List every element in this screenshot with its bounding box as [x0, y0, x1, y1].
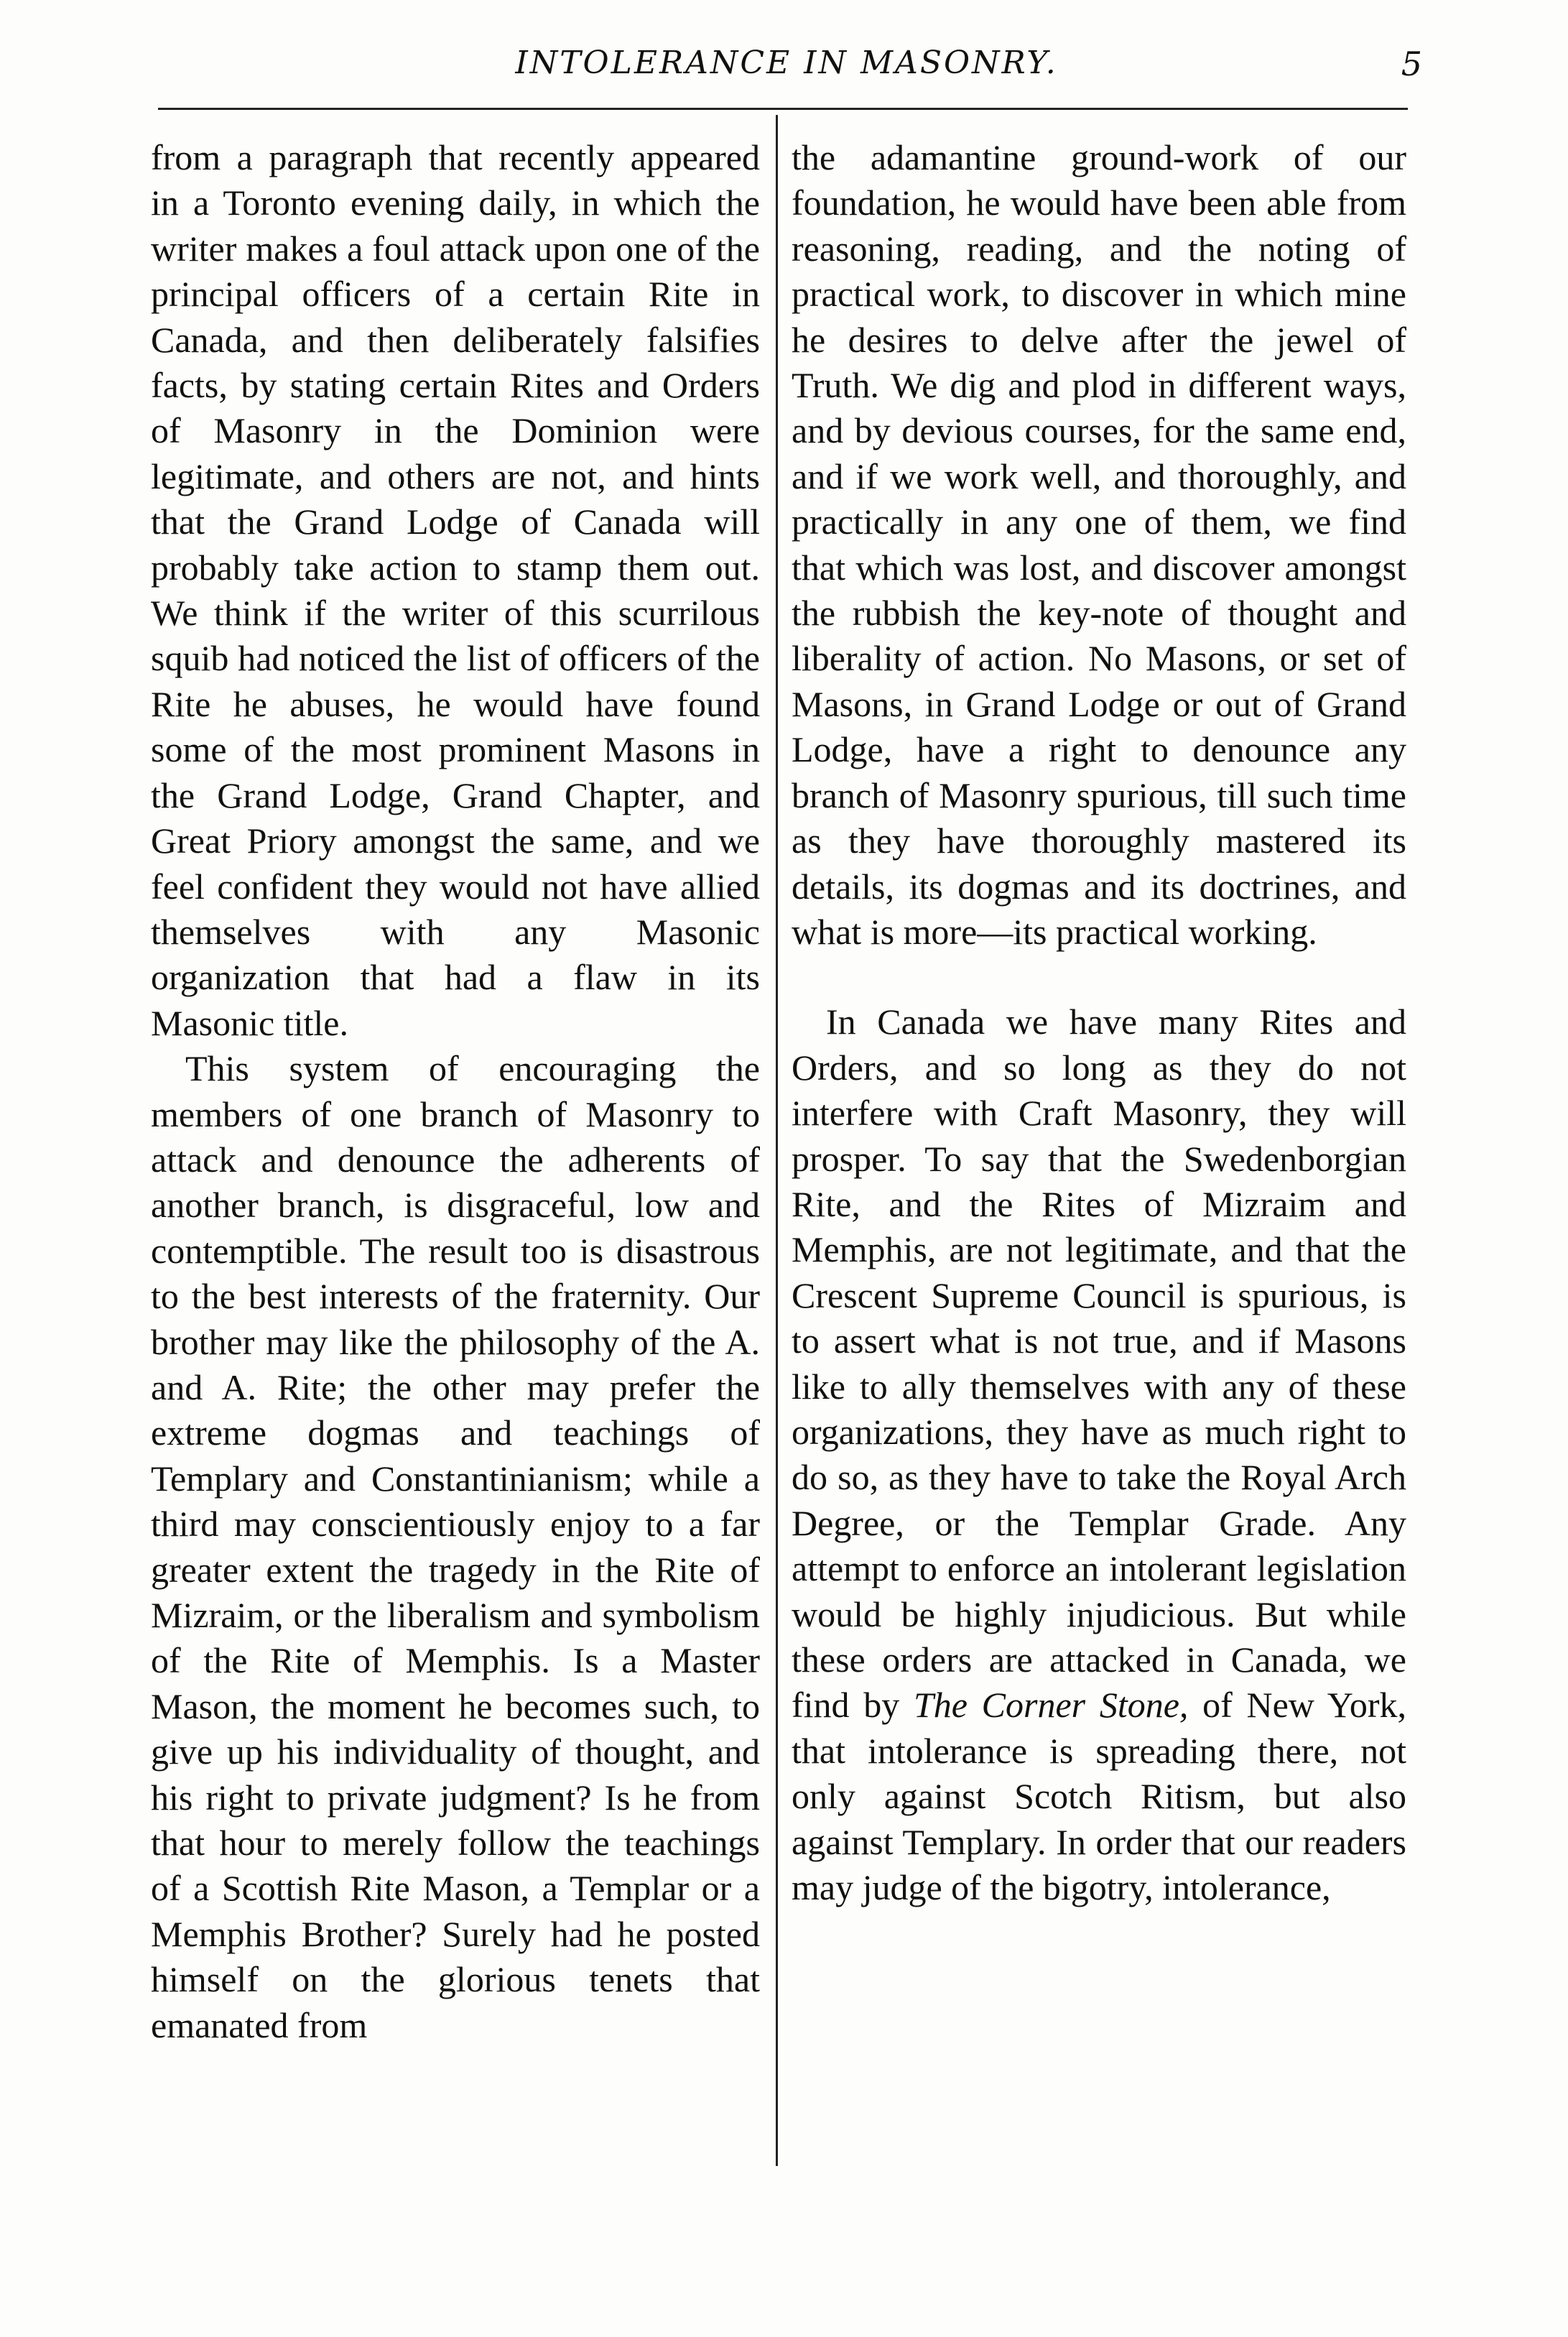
left-paragraph-1: from a paragraph that recently appeared in a Toronto evening daily, in which the writer makes a foul attack upon one of the principal officers of a certain Rite in Canada, and then deliberately falsifies facts, by stating certain Rites and Orders of Masonry in the Dominion were legitimate, and others are not, and hints that the Grand Lodge of Canada will probably take action to stamp them out. We think if the writer of this scurrilous squib had noticed the list of officers of the Rite he abuses, he would have found some of the most prominent Masons in the Grand Lodge, Grand Chapter, and Great Priory amongst the same, and we feel confident they would not have allied themselves with any Masonic organization that had a flaw in its Masonic title. — [151, 137, 760, 1043]
left-paragraph-2: This system of encouraging the members of one branch of Masonry to attack and denounce the adherents of another branch, is disgraceful, low and contemptible. The result too is disastrous to the best interests of the fraternity. Our brother may like the philosophy of the A. and A. Rite; the other may prefer the extreme dogmas and teachings of Templary and Constantinianism; while a third may conscientiously enjoy to a far greater extent the tragedy in the Rite of Mizraim, or the liberalism and symbolism of the Rite of Memphis. Is a Master Mason, the moment he becomes such, to give up his individuality of thought, and his right to private judgment? Is he from that hour to merely follow the teachings of a Scottish Rite Mason, a Templar or a Memphis Brother? Surely had he posted himself on the glorious tenets that emanated from — [151, 1048, 760, 2045]
page-number: 5 — [1401, 45, 1422, 83]
publication-title: The Corner Stone, — [913, 1685, 1189, 1726]
column-divider — [776, 115, 778, 2166]
right-paragraph-2-text-b: of New York, that intolerance is spreading there, not only against Scotch Ritism, but also against Templary. In order that our readers may judge of the bigotry, intolerance, — [792, 1685, 1406, 1908]
right-paragraph-1: the adamantine ground-work of our foundation, he would have been able from reasoning, reading, and the noting of practical work, to discover in which mine he desires to delve after the jewel of Truth. We dig and plod in different ways, and by devious courses, for the same end, and if we work well, and thoroughly, and practically in any one of them, we find that which was lost, and discover amongst the rubbish the key-note of thought and liberality of action. No Masons, or set of Masons, in Grand Lodge or out of Grand Lodge, have a right to denounce any branch of Masonry spurious, till such time as they have thoroughly mastered its details, its dogmas and its doctrines, and what is more—its practical working. — [792, 137, 1406, 952]
left-column — [151, 135, 760, 2048]
right-paragraph-2 — [792, 999, 1406, 1910]
header-rule — [158, 108, 1408, 110]
right-paragraph-2-text-a: In Canada we have many Rites and Orders, and so long as they do not interfere with Craft Masonry, they will prosper. To say that the Swedenborgian Rite, and the Rites of Mizraim and Memphis, are not legitimate, and that the Crescent Supreme Council is spurious, is to assert what is not true, and if Masons like to ally themselves with any of these organizations, they have as much right to do so, as they have to take the Royal Arch Degree, or the Templar Grade. Any attempt to enforce an intolerant legislation would be highly injudicious. But while these orders are attacked in Canada, we find by — [792, 1001, 1406, 1726]
running-head — [151, 45, 1422, 95]
running-title: INTOLERANCE IN MASONRY. — [515, 45, 1058, 81]
right-column — [792, 135, 1406, 1910]
